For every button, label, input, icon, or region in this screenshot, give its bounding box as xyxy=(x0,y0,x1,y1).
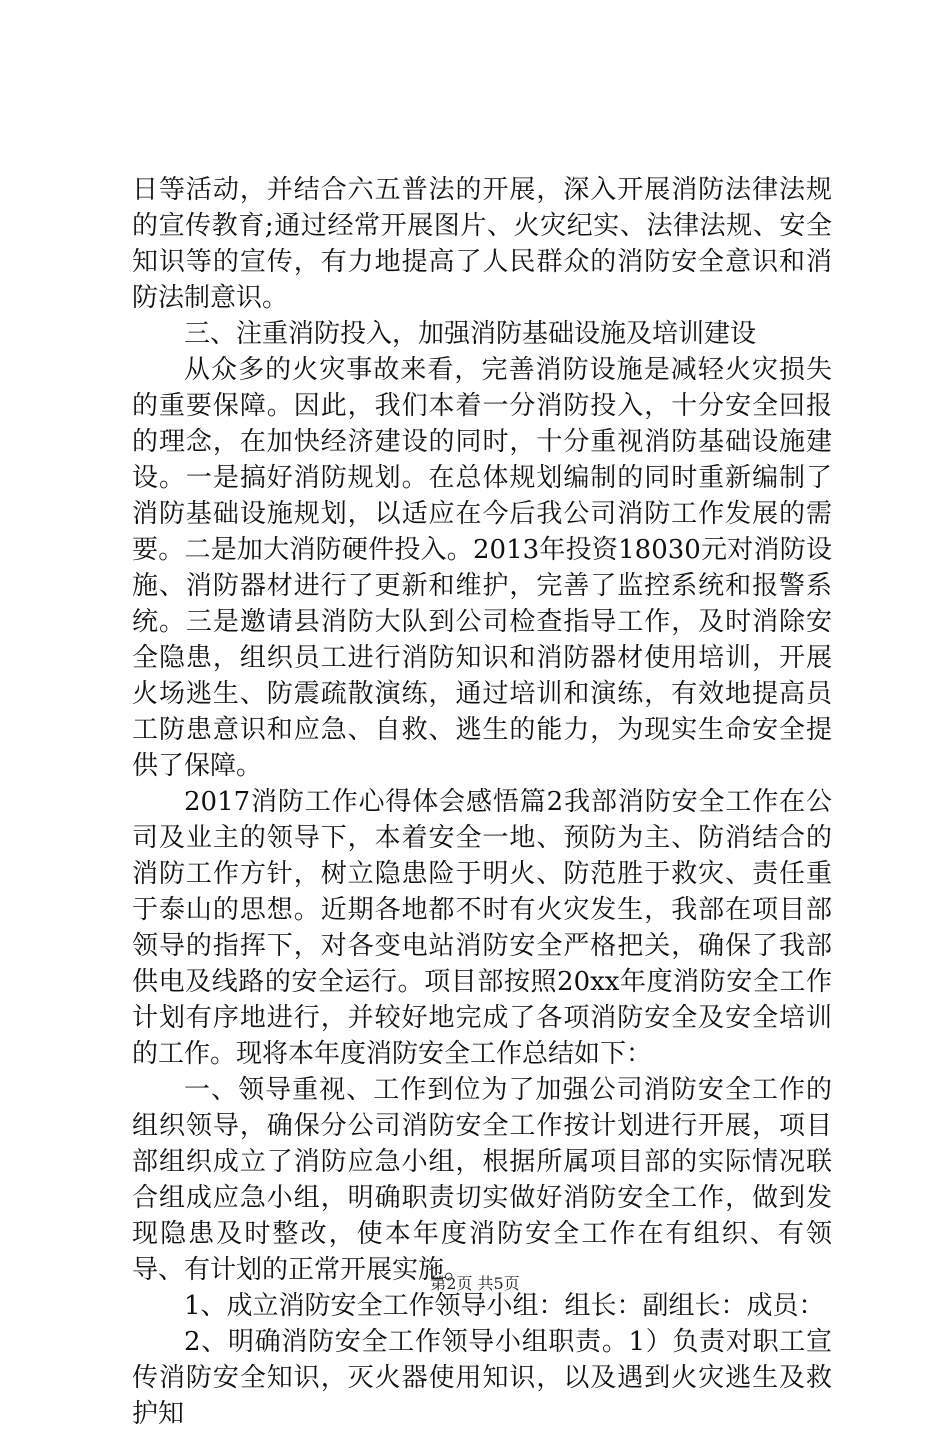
paragraph-continuation: 日等活动，并结合六五普法的开展，深入开展消防法律法规的宣传教育;通过经常开展图片、火灾纪实、法律法规、安全知识等的宣传，有力地提高了人民群众的消防安全意识和消防法制意识。 xyxy=(132,175,832,313)
paragraph-leadership: 一、领导重视、工作到位为了加强公司消防安全工作的组织领导，确保分公司消防安全工作按计划进行开展，项目部组织成立了消防应急小组，根据所属项目部的实际情况联合组成应急小组，明确职责切实做好消防安全工作，做到发现隐患及时整改，使本年度消防安全工作在有组织、有领导、有计划的正常开展实施。 xyxy=(132,1075,832,1285)
list-item-1: 1、成立消防安全工作领导小组：组长：副组长：成员： xyxy=(184,1291,825,1321)
page-number-footer: 第2页 共5页 xyxy=(430,1274,520,1293)
paragraph-investment: 从众多的火灾事故来看，完善消防设施是减轻火灾损失的重要保障。因此，我们本着一分消防投入，十分安全回报的理念，在加快经济建设的同时，十分重视消防基础设施建设。一是搞好消防规划。在总体规划编制的同时重新编制了消防基础设施规划，以适应在今后我公司消防工作发展的需要。二是加大消防硬件投入。2013年投资18030元对消防设施、消防器材进行了更新和维护，完善了监控系统和报警系统。三是邀请县消防大队到公司检查指导工作，及时消除安全隐患，组织员工进行消防知识和消防器材使用培训，开展火场逃生、防震疏散演练，通过培训和演练，有效地提高员工防患意识和应急、自救、逃生的能力，为现实生命安全提供了保障。 xyxy=(132,355,832,781)
section-heading-3: 三、注重消防投入，加强消防基础设施及培训建设 xyxy=(184,319,757,349)
document-body xyxy=(132,172,832,1432)
paragraph-article-2-intro: 2017消防工作心得体会感悟篇2我部消防安全工作在公司及业主的领导下，本着安全一地、预防为主、防消结合的消防工作方针，树立隐患险于明火、防范胜于救灾、责任重于泰山的思想。近期各地都不时有火灾发生，我部在项目部领导的指挥下，对各变电站消防安全严格把关，确保了我部供电及线路的安全运行。项目部按照20xx年度消防安全工作计划有序地进行，并较好地完成了各项消防安全及安全培训的工作。现将本年度消防安全工作总结如下： xyxy=(132,787,832,1069)
list-item-2: 2、明确消防安全工作领导小组职责。1）负责对职工宣传消防安全知识，灭火器使用知识，以及遇到火灾逃生及救护知 xyxy=(132,1327,832,1429)
